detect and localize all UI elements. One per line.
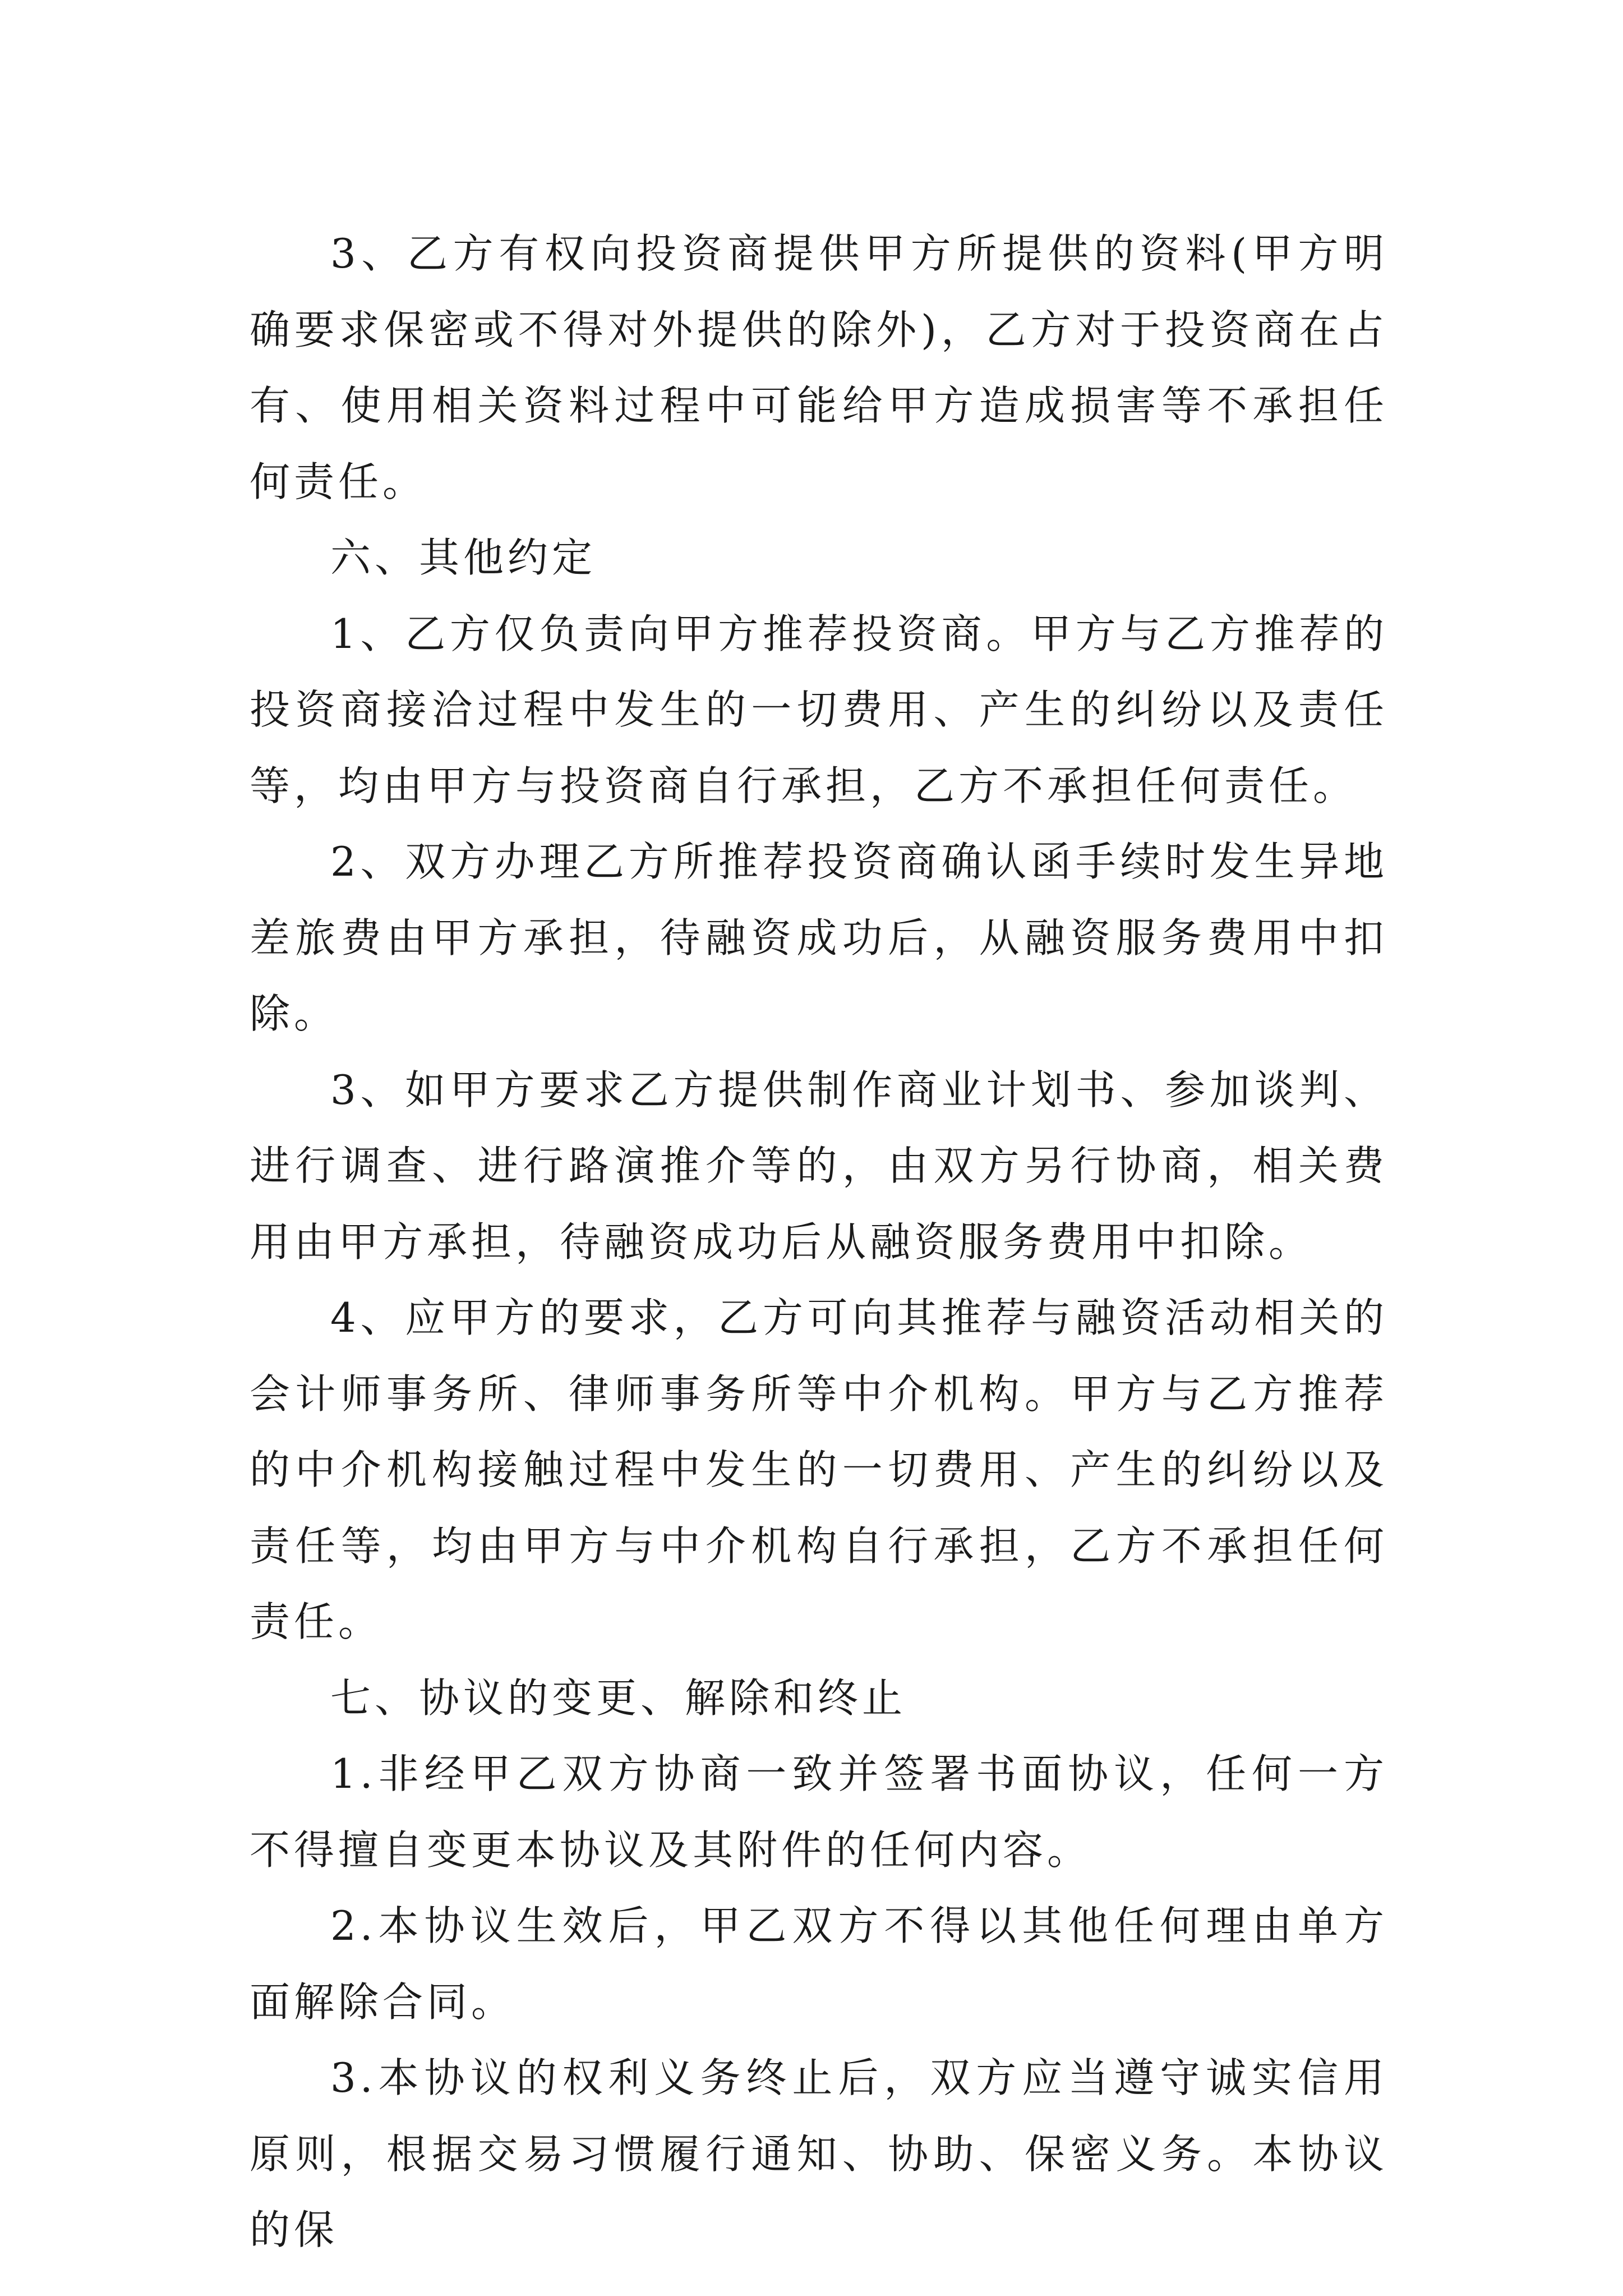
paragraph-6-3: 3、如甲方要求乙方提供制作商业计划书、参加谈判、进行调查、进行路演推介等的，由双方另行协商，相关费用由甲方承担，待融资成功后从融资服务费用中扣除。 xyxy=(250,1066,1388,1266)
paragraph-7-2: 2.本协议生效后，甲乙双方不得以其他任何理由单方面解除合同。 xyxy=(250,1902,1388,2026)
paragraph-6-1: 1、乙方仅负责向甲方推荐投资商。甲方与乙方推荐的投资商接洽过程中发生的一切费用、产生的纠纷以及责任等，均由甲方与投资商自行承担，乙方不承担任何责任。 xyxy=(250,610,1388,809)
section-heading-6: 六、其他约定 xyxy=(330,534,597,581)
paragraph-6-4: 4、应甲方的要求，乙方可向其推荐与融资活动相关的会计师事务所、律师事务所等中介机构。甲方与乙方推荐的中介机构接触过程中发生的一切费用、产生的纠纷以及责任等，均由甲方与中介机构自行承担，乙方不承担任何责任。 xyxy=(250,1294,1388,1645)
paragraph-5-3: 3、乙方有权向投资商提供甲方所提供的资料(甲方明确要求保密或不得对外提供的除外)，乙方对于投资商在占有、使用相关资料过程中可能给甲方造成损害等不承担任何责任。 xyxy=(250,230,1388,505)
paragraph-7-3: 3.本协议的权利义务终止后，双方应当遵守诚实信用原则，根据交易习惯履行通知、协助、保密义务。本协议的保 xyxy=(250,2054,1388,2253)
paragraph-7-1: 1.非经甲乙双方协商一致并签署书面协议，任何一方不得擅自变更本协议及其附件的任何内容。 xyxy=(250,1750,1388,1874)
section-heading-7: 七、协议的变更、解除和终止 xyxy=(330,1674,907,1722)
document-body xyxy=(250,216,1388,2269)
paragraph-6-2: 2、双方办理乙方所推荐投资商确认函手续时发生异地差旅费由甲方承担，待融资成功后，从融资服务费用中扣除。 xyxy=(250,838,1388,1037)
